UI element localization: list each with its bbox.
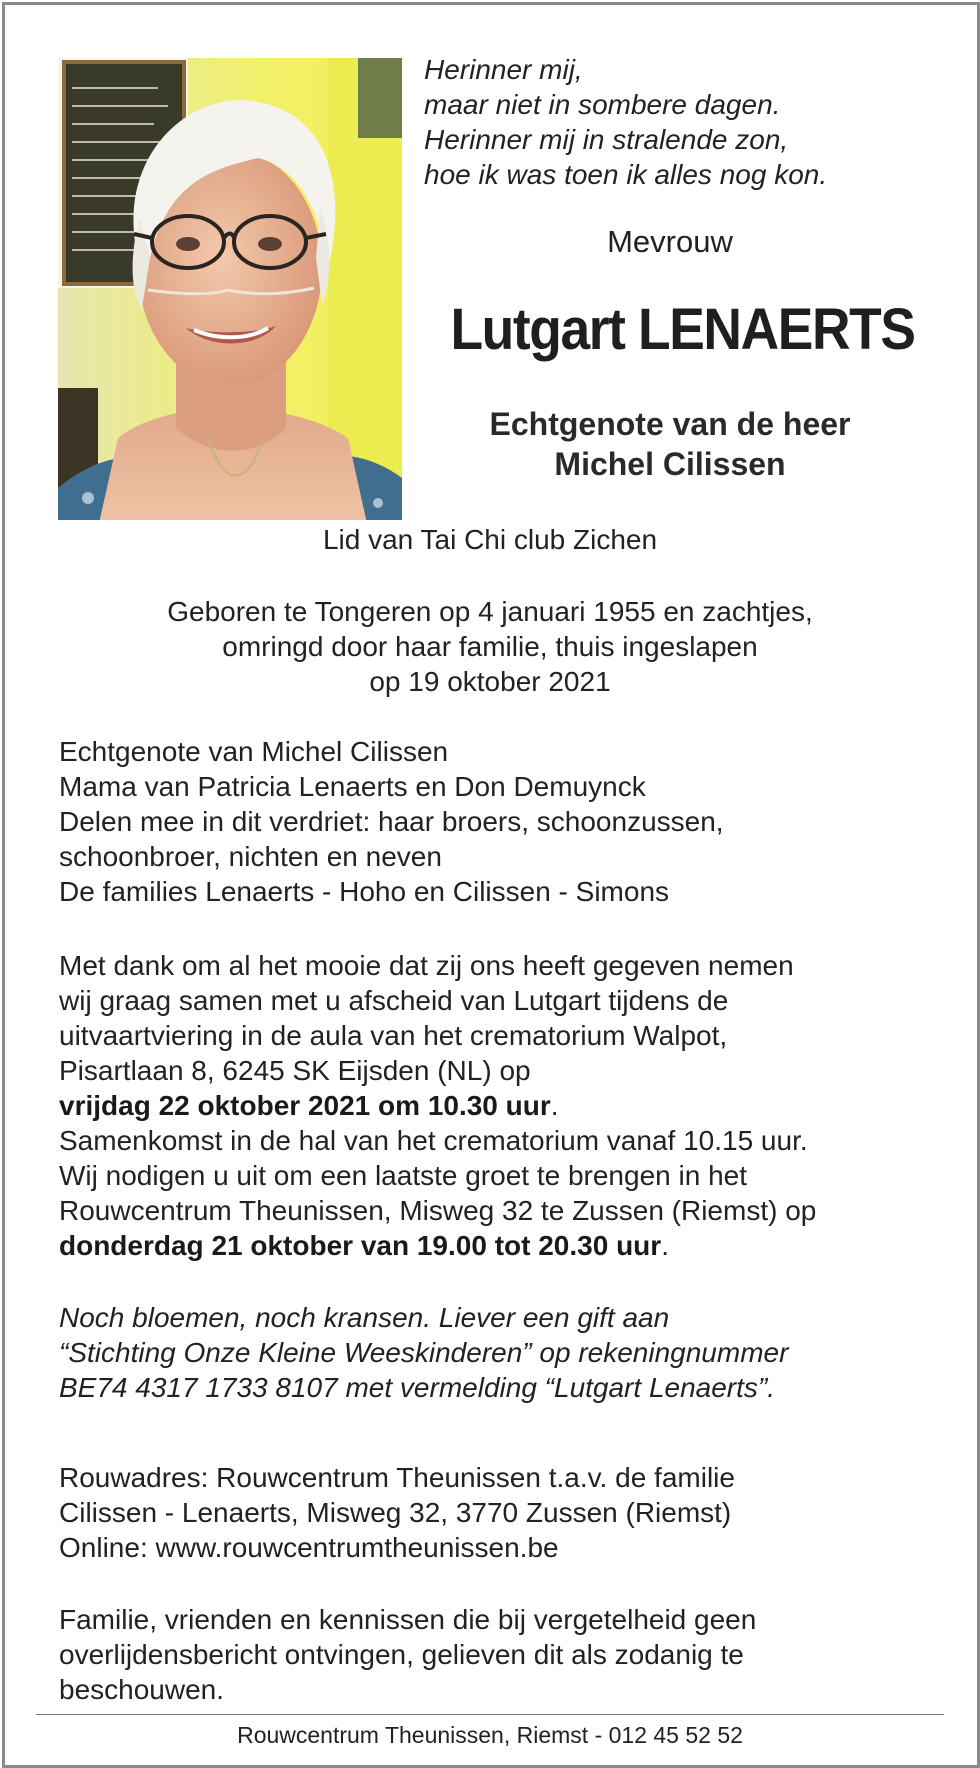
ceremony-line: wij graag samen met u afscheid van Lutgart tijdens de xyxy=(59,985,729,1016)
portrait-photo xyxy=(58,58,402,520)
family-line: De families Lenaerts - Hoho en Cilissen - Simons xyxy=(59,876,670,907)
visit-date-suffix: . xyxy=(661,1230,669,1261)
deceased-name: Lutgart LENAERTS xyxy=(450,297,915,362)
visit-date: donderdag 21 oktober van 19.00 tot 20.30 uur xyxy=(59,1230,662,1261)
salutation: Mevrouw xyxy=(607,224,733,259)
mourning-address-section xyxy=(59,1460,959,1565)
poem-line: hoe ik was toen ik alles nog kon. xyxy=(424,159,828,190)
address-line: Rouwadres: Rouwcentrum Theunissen t.a.v. de familie xyxy=(59,1462,735,1493)
footer-funeral-home: Rouwcentrum Theunissen, Riemst - 012 45 52 52 xyxy=(237,1722,743,1748)
address-line: Cilissen - Lenaerts, Misweg 32, 3770 Zussen (Riemst) xyxy=(59,1497,732,1528)
notice-line: Familie, vrienden en kennissen die bij vergetelheid geen xyxy=(59,1604,757,1635)
poem-line: Herinner mij in stralende zon, xyxy=(424,124,789,155)
family-line: schoonbroer, nichten en neven xyxy=(59,841,442,872)
ceremony-line: Rouwcentrum Theunissen, Misweg 32 te Zussen (Riemst) op xyxy=(59,1195,817,1226)
birth-line: op 19 oktober 2021 xyxy=(369,666,611,697)
spouse-line: Michel Cilissen xyxy=(554,446,786,482)
donation-section xyxy=(59,1300,959,1405)
visit-date-line xyxy=(59,1228,959,1263)
family-line: Delen mee in dit verdriet: haar broers, schoonzussen, xyxy=(59,806,724,837)
donation-line: BE74 4317 1733 8107 met vermelding “Lutgart Lenaerts”. xyxy=(59,1372,776,1403)
family-section xyxy=(59,734,959,909)
family-line: Echtgenote van Michel Cilissen xyxy=(59,736,449,767)
ceremony-section xyxy=(59,948,959,1263)
ceremony-date: vrijdag 22 oktober 2021 om 10.30 uur xyxy=(59,1090,551,1121)
ceremony-line: Samenkomst in de hal van het crematorium vanaf 10.15 uur. xyxy=(59,1125,808,1156)
ceremony-line: Pisartlaan 8, 6245 SK Eijsden (NL) op xyxy=(59,1055,531,1086)
birth-death-details xyxy=(60,594,920,699)
club-membership: Lid van Tai Chi club Zichen xyxy=(322,524,658,555)
address-line: Online: www.rouwcentrumtheunissen.be xyxy=(59,1532,559,1563)
footer-divider xyxy=(36,1714,944,1715)
notice-line: beschouwen. xyxy=(59,1674,225,1705)
ceremony-line: uitvaartviering in de aula van het crematorium Walpot, xyxy=(59,1020,728,1051)
ceremony-line: Wij nodigen u uit om een laatste groet te brengen in het xyxy=(59,1160,747,1191)
spouse-line: Echtgenote van de heer xyxy=(489,406,851,442)
family-line: Mama van Patricia Lenaerts en Don Demuynck xyxy=(59,771,646,802)
ceremony-date-line xyxy=(59,1088,959,1123)
spouse-heading xyxy=(410,404,930,484)
notice-line: overlijdensbericht ontvingen, gelieven dit als zodanig te xyxy=(59,1639,744,1670)
donation-line: “Stichting Onze Kleine Weeskinderen” op rekeningnummer xyxy=(59,1337,789,1368)
ceremony-line: Met dank om al het mooie dat zij ons heeft gegeven nemen xyxy=(59,950,794,981)
birth-line: omringd door haar familie, thuis ingeslapen xyxy=(222,631,758,662)
ceremony-date-suffix: . xyxy=(550,1090,559,1121)
poem-line: maar niet in sombere dagen. xyxy=(424,89,781,120)
birth-line: Geboren te Tongeren op 4 januari 1955 en zachtjes, xyxy=(167,596,813,627)
notice-section xyxy=(59,1602,959,1707)
poem-line: Herinner mij, xyxy=(424,54,583,85)
donation-line: Noch bloemen, noch kransen. Liever een gift aan xyxy=(59,1302,670,1333)
memorial-poem xyxy=(424,52,944,192)
